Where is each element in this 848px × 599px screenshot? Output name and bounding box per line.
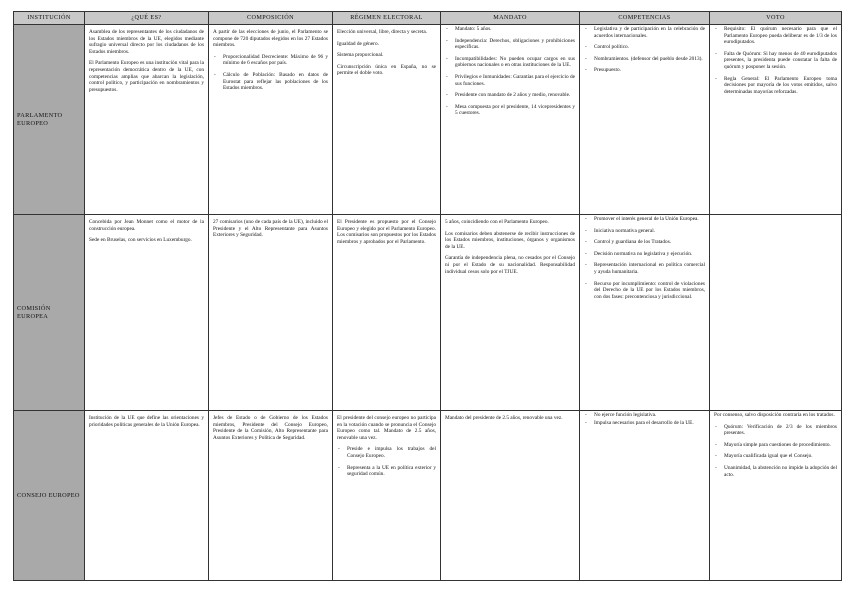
cell-voto — [710, 215, 842, 411]
que-es-text: Asamblea de los representantes de los ciudadanos de los Estados miembros de la UE, elegidos mediante sufragio universal directo por los ciudadanos de los Estados miembros. — [89, 29, 204, 55]
cell-composicion — [209, 215, 333, 411]
row-consejo-europeo — [14, 411, 842, 581]
list-item: - Mandato: 5 años. — [455, 26, 575, 33]
list-item: - Mesa compuesta por el presidente, 14 vicepresidentes y 5 cuestores. — [455, 104, 575, 117]
regimen-text: El presidente del consejo europeo no participa en la votación cuando se pronuncia el Consejo Europeo como tal. Mandato de 2.5 años, renovable una vez. — [337, 415, 436, 441]
institutions-table — [13, 11, 842, 581]
institution-name: PARLAMENTO EUROPEO — [14, 25, 85, 215]
header-regimen-electoral: RÉGIMEN ELECTORAL — [333, 12, 441, 25]
cell-competencias — [580, 411, 710, 581]
que-es-text: Sede en Bruselas, con servicios en Luxemburgo. — [89, 237, 192, 244]
list-item: - Impulsa necesarios para el desarrollo de la UE. — [594, 420, 705, 427]
list-item: - Representa a la UE en política exterior y seguridad común. — [347, 465, 436, 478]
regimen-text: Igualdad de género. — [337, 40, 379, 47]
que-es-text: El Parlamento Europeo es una institución vital para la representación democrática dentro de la UE, con competencias amplias que abarcan la legislación, control político, y participación en nombramientos y presupuestos. — [89, 60, 204, 93]
list-item: - Mayoría cualificada igual que el Consejo. — [724, 453, 837, 460]
mandato-text: Garantía de independencia plena, no cesados por el Consejo ni por el Estado de su nacionalidad. Responsabilidad individual cesos solo por el TJUE. — [445, 255, 575, 275]
header-row — [14, 12, 842, 25]
list-item: - Presidente con mandato de 2 años y medio, renovable. — [455, 92, 575, 99]
composicion-text: Jefes de Estado o de Gobierno de los Estados miembros, Presidente del Consejo Europeo, Presidente de la Comisión, Alto Representante para Asuntos Exteriores y Política de Seguridad. — [213, 415, 328, 441]
mandato-text: 5 años, coincidiendo con el Parlamento Europeo. — [445, 219, 549, 225]
list-item: - Requisito: El quórum necesario para que el Parlamento Europeo pueda deliberar es de 1/3 de los eurodiputados. — [724, 26, 837, 46]
cell-composicion — [209, 411, 333, 581]
cell-competencias — [580, 25, 710, 215]
list-item: - Independencia: Derechos, obligaciones y prohibiciones específicas. — [455, 38, 575, 51]
regimen-text: Sistema proporcional. — [337, 52, 384, 59]
row-comision-europea — [14, 215, 842, 411]
cell-voto — [710, 411, 842, 581]
voto-text: Por consenso, salvo disposición contraria en los tratados. — [714, 412, 835, 418]
regimen-text: Elección universal, libre, directa y secreta. — [337, 29, 428, 35]
list-item: - Control y guardiana de los Tratados. — [594, 239, 705, 246]
regimen-text: Circunscripción única en España, no se permite el doble voto. — [337, 63, 436, 77]
list-item: - No ejerce función legislativa. — [594, 412, 705, 419]
cell-que-es — [85, 411, 209, 581]
cell-que-es — [85, 215, 209, 411]
que-es-text: Institución de la UE que define las orientaciones y prioridades políticas generales de la Unión Europea. — [89, 415, 204, 428]
list-item: - Unanimidad, la abstención no impide la adopción del acto. — [724, 465, 837, 478]
regimen-text: El Presidente es propuesto por el Consejo Europeo y elegido por el Parlamento Europeo. Los comisarios son propuestos por los Estados miembros y aprobados por el Parlamento. — [337, 219, 436, 245]
list-item: - Incompatibilidades: No pueden ocupar cargos en sus gobiernos nacionales o en otras instituciones de la UE. — [455, 56, 575, 69]
list-item: - Cálculo de Población: Basado en datos de Eurostat para reflejar las poblaciones de los Estados miembros. — [223, 72, 328, 92]
list-item: - Recurso por incumplimiento: control de violaciones del Derecho de la UE por los Estados miembros, con dos fases: precontenciosa y jurisdiccional. — [594, 281, 705, 301]
row-parlamento-europeo — [14, 25, 842, 215]
institution-name: CONSEJO EUROPEO — [14, 411, 85, 581]
mandato-text: Mandato del presidente de 2.5 años, renovable una vez. — [445, 415, 563, 421]
list-item: - Representación internacional en política comercial y ayuda humanitaria. — [594, 262, 705, 275]
list-item: - Falta de Quórum: Si hay menos de 40 eurodiputados presentes, la presidenta puede constatar la falta de quórum y posponer la sesión. — [724, 51, 837, 71]
header-voto: VOTO — [710, 12, 842, 25]
header-competencias: COMPETENCIAS — [580, 12, 710, 25]
list-item: - Preside e impulsa los trabajos del Consejo Europeo. — [347, 446, 436, 459]
list-item: - Promover el interés general de la Unión Europea. — [594, 216, 705, 223]
list-item: - Nombramientos. (defensor del pueblo desde 2013). — [594, 56, 705, 63]
cell-regimen — [333, 215, 441, 411]
list-item: - Mayoría simple para cuestiones de procedimiento. — [724, 442, 837, 449]
header-composicion: COMPOSICIÓN — [209, 12, 333, 25]
institution-name: COMISIÓN EUROPEA — [14, 215, 85, 411]
list-item: - Proporcionalidad Decreciente: Máximo de 96 y mínimo de 6 escaños por país. — [223, 54, 328, 67]
list-item: - Regla General: El Parlamento Europeo toma decisiones por mayoría de los votos emitidos, salvo determinadas mayorías reforzadas. — [724, 76, 837, 96]
list-item: - Presupuesto. — [594, 67, 705, 74]
list-item: - Legislativa y de participación en la celebración de acuerdos internacionales. — [594, 26, 705, 39]
cell-voto — [710, 25, 842, 215]
list-item: - Decisión normativa no legislativa y ejecución. — [594, 251, 705, 258]
cell-regimen — [333, 25, 441, 215]
list-item: - Iniciativa normativa general. — [594, 228, 705, 235]
list-item: - Privilegios e Inmunidades: Garantías para el ejercicio de sus funciones. — [455, 74, 575, 87]
cell-regimen — [333, 411, 441, 581]
cell-mandato — [441, 411, 580, 581]
cell-mandato — [441, 25, 580, 215]
header-que-es: ¿QUÉ ES? — [85, 12, 209, 25]
cell-mandato — [441, 215, 580, 411]
list-item: - Quórum: Verificación de 2/3 de los miembros presentes. — [724, 424, 837, 437]
composicion-text: A partir de las elecciones de junio, el Parlamento se compone de 720 diputados elegidos en los 27 Estados miembros. — [213, 29, 328, 49]
mandato-text: Los comisarios deben abstenerse de recibir instrucciones de los Estados miembros, instituciones, órganos y organismos de la UE. — [445, 230, 575, 250]
cell-que-es — [85, 25, 209, 215]
header-mandato: MANDATO — [441, 12, 580, 25]
que-es-text: Concebida por Jean Monnet como el motor de la construcción europea. — [89, 219, 204, 232]
composicion-text: 27 comisarios (uno de cada país de la UE), incluido el Presidente y el Alto Representante para Asuntos Exteriores y Seguridad. — [213, 219, 328, 239]
header-institucion: INSTITUCIÓN — [14, 12, 85, 25]
cell-competencias — [580, 215, 710, 411]
list-item: - Control político. — [594, 44, 705, 51]
cell-composicion — [209, 25, 333, 215]
